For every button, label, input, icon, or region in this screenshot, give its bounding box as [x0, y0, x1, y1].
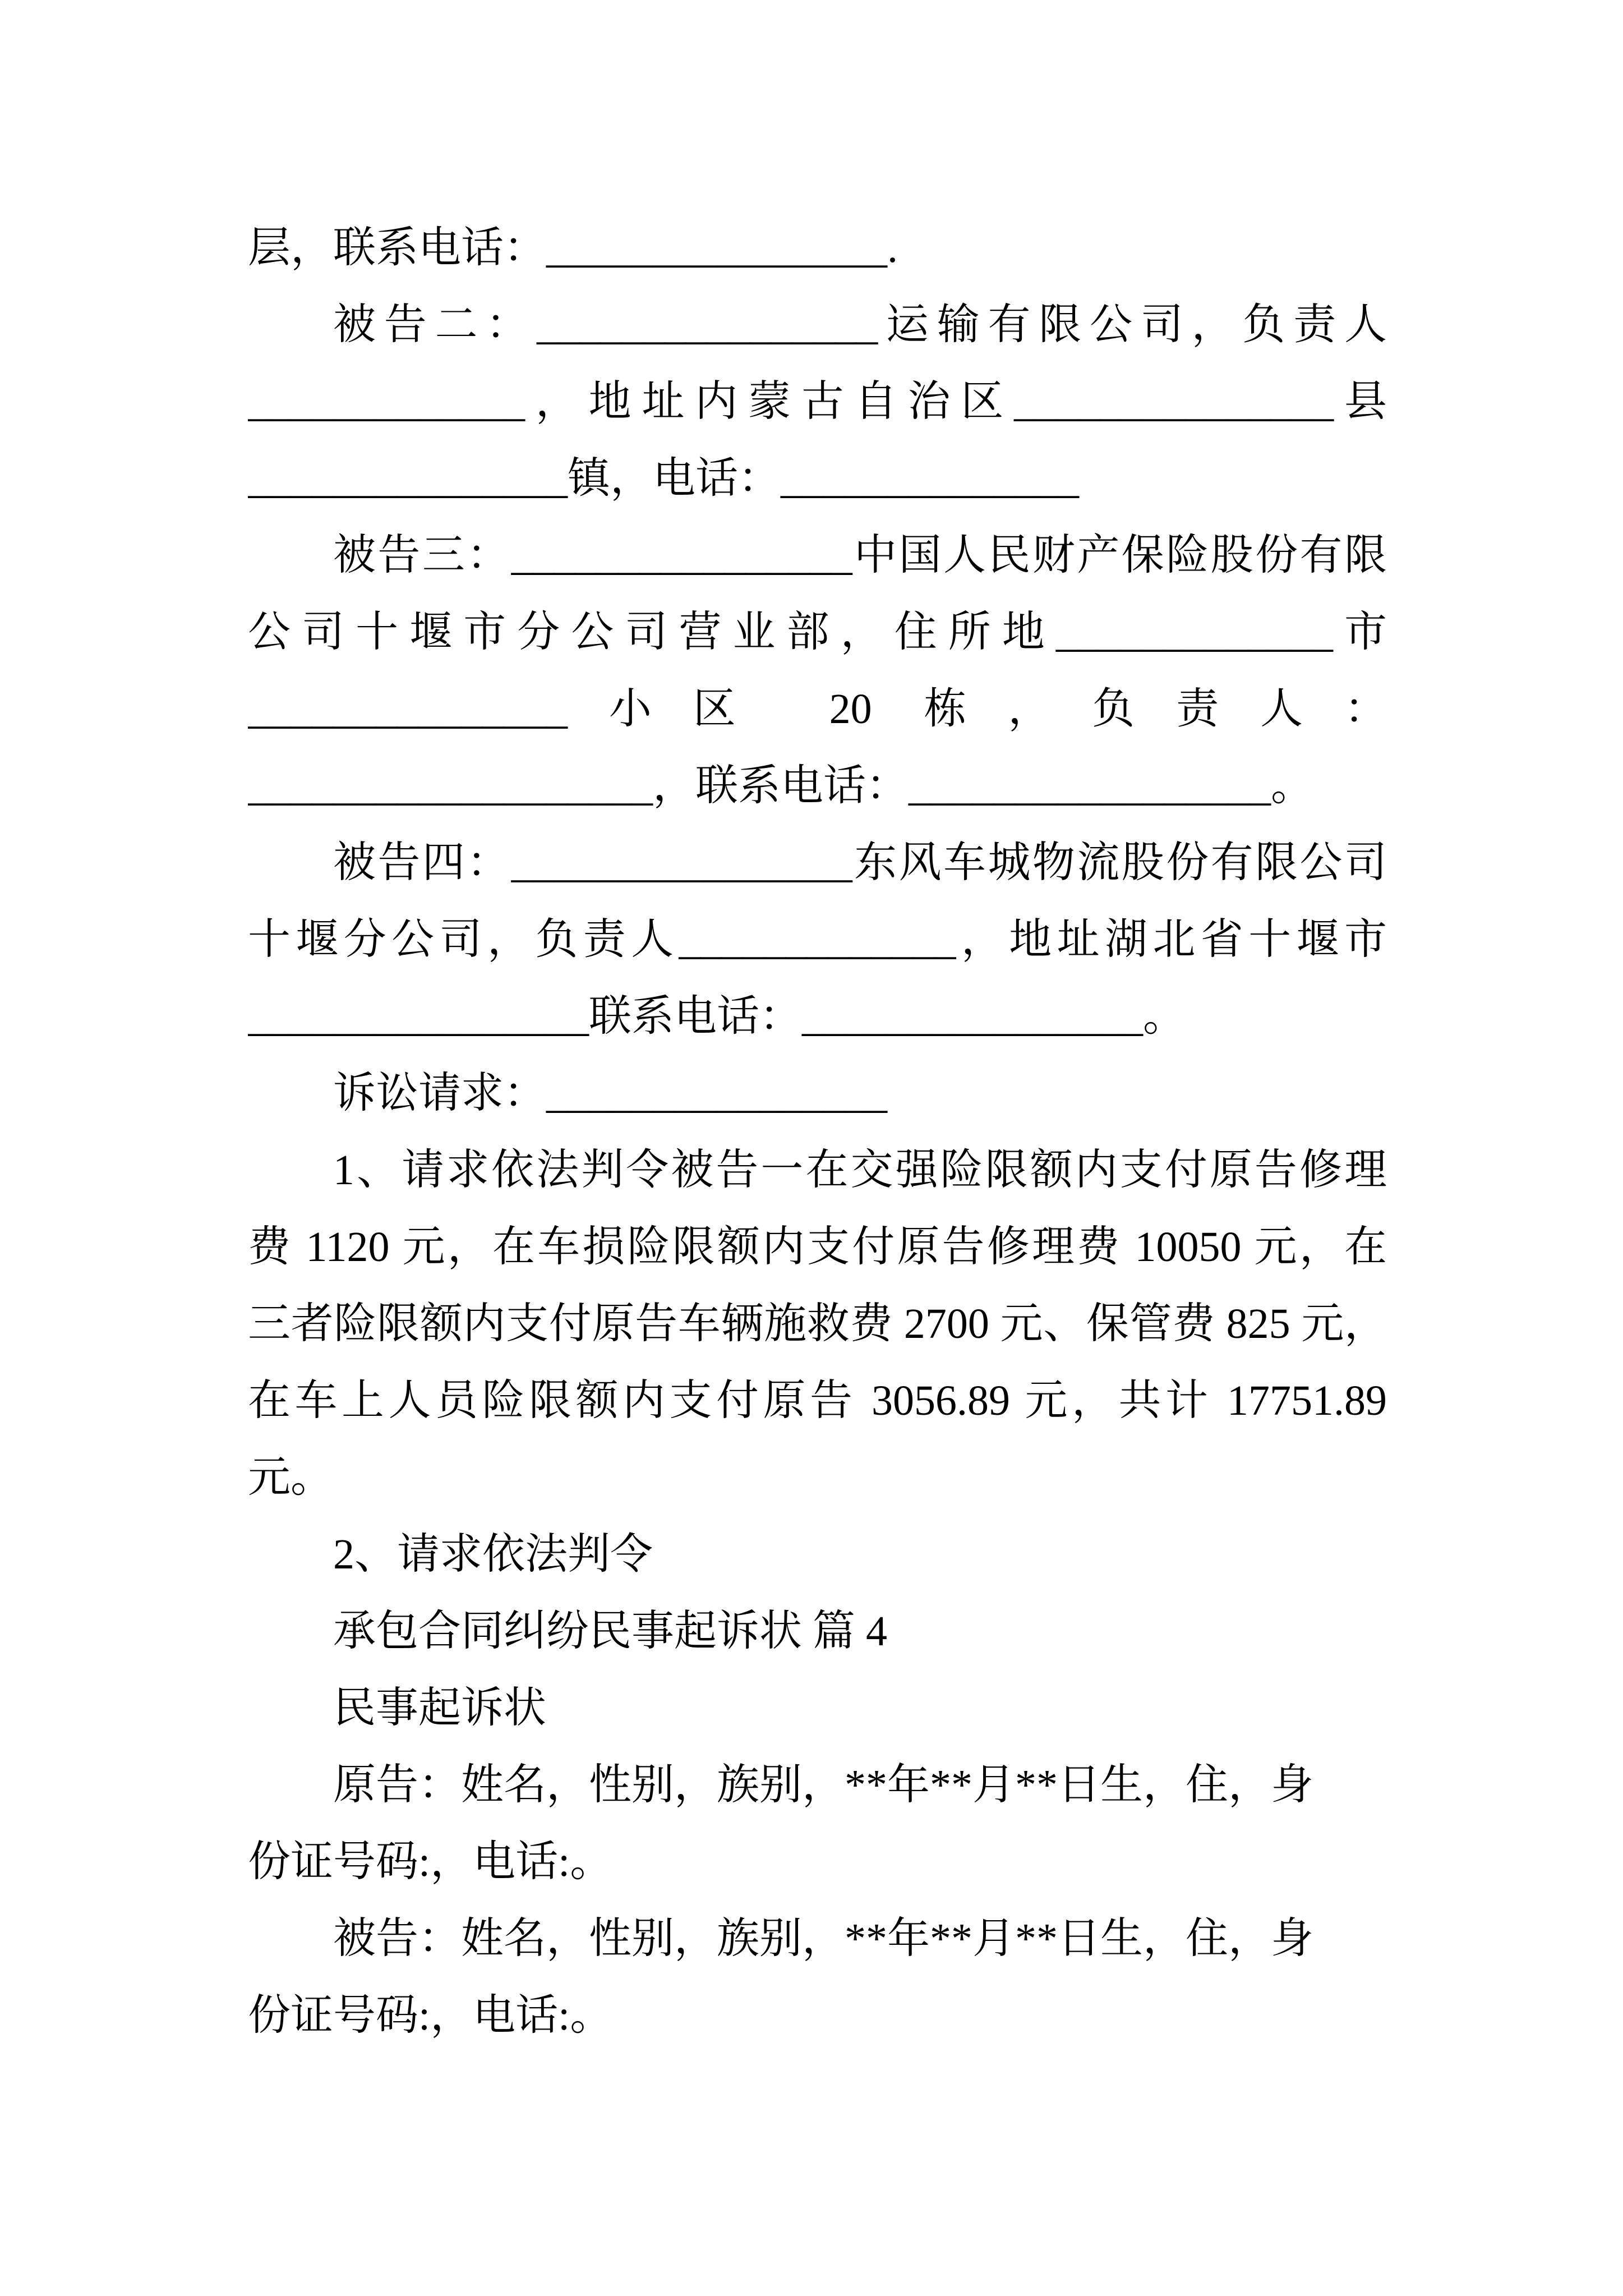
complaint-title — [248, 1670, 1387, 1747]
defendant-paragraph — [248, 1901, 1387, 2054]
section-title — [248, 1593, 1387, 1670]
text-line: 公司十堰市分公司营业部，住所地_____________市 — [248, 609, 1387, 656]
text-line: 十堰分公司，负责人_____________，地址湖北省十堰市 — [248, 916, 1387, 963]
text-line: 2、请求依法判令 — [333, 1531, 653, 1578]
text-line: _______________镇，电话：______________ — [248, 455, 1079, 502]
text-line: 三者险限额内支付原告车辆施救费 2700 元、保管费 825 元， — [248, 1300, 1387, 1347]
text-line: 份证号码:，电话:。 — [248, 1992, 613, 2039]
text-line: _______________小区 20 栋，负责人： — [248, 685, 1387, 733]
text-line: _____________，地址内蒙古自治区_______________县 — [248, 378, 1387, 425]
defendant-2-paragraph — [248, 287, 1387, 517]
claim-1-paragraph — [248, 1132, 1387, 1516]
text-line: 民事起诉状 — [333, 1685, 546, 1732]
text-line: ________________联系电话：________________。 — [248, 993, 1186, 1040]
text-line: 费 1120 元，在车损险限额内支付原告修理费 10050 元，在 — [248, 1223, 1387, 1271]
contact-tail-paragraph — [248, 210, 1387, 287]
text-line: 被告三：________________中国人民财产保险股份有限 — [333, 532, 1387, 579]
text-line: 元。 — [248, 1454, 333, 1501]
text-line: 诉讼请求：________________ — [333, 1070, 887, 1117]
claims-heading — [248, 1055, 1387, 1132]
text-line: 份证号码:，电话:。 — [248, 1838, 613, 1885]
claim-2-paragraph — [248, 1516, 1387, 1593]
defendant-4-paragraph — [248, 825, 1387, 1055]
text-line: 原告：姓名，性别，族别，**年**月**日生，住，身 — [333, 1761, 1313, 1809]
text-line: ___________________，联系电话：_________________。 — [248, 762, 1313, 809]
text-line: 被告四：________________东风车城物流股份有限公司 — [333, 839, 1387, 886]
text-line: 1、请求依法判令被告一在交强险限额内支付原告修理 — [333, 1147, 1387, 1194]
text-line: 被告：姓名，性别，族别，**年**月**日生，住，身 — [333, 1915, 1313, 1962]
text-line: 承包合同纠纷民事起诉状 篇 4 — [333, 1608, 887, 1655]
text-line: 被告二：________________运输有限公司，负责人 — [333, 301, 1387, 348]
text-line: 层，联系电话：________________. — [248, 224, 898, 272]
plaintiff-paragraph — [248, 1747, 1387, 1901]
document-body — [248, 210, 1387, 2054]
text-line: 在车上人员险限额内支付原告 3056.89 元，共计 17751.89 — [248, 1377, 1387, 1424]
defendant-3-paragraph — [248, 517, 1387, 825]
